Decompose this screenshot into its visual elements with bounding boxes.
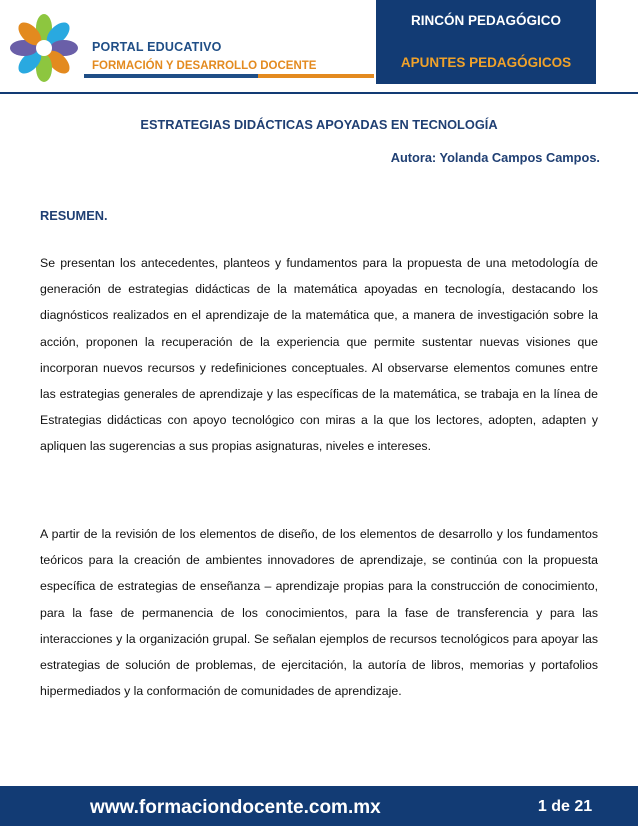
apuntes-pedagogicos-label: APUNTES PEDAGÓGICOS xyxy=(376,40,596,84)
portal-subtitle: FORMACIÓN Y DESARROLLO DOCENTE xyxy=(92,60,317,72)
rincon-pedagogico-label: RINCÓN PEDAGÓGICO xyxy=(376,0,596,40)
document-title: ESTRATEGIAS DIDÁCTICAS APOYADAS EN TECNOLOGÍA xyxy=(140,117,498,132)
paragraph-2: A partir de la revisión de los elementos de diseño, de los elementos de desarrollo y los fundamentos teóricos para la creación de ambientes innovadores de aprendizaje, se continúa con la propuesta específica de estrategias de enseñanza – aprendizaje propias para la construcción de conocimiento, para la fase de permanencia de los conocimientos, para la fase de transferencia y para las interacciones y la organización grupal. Se señalan ejemplos de recursos tecnológicos para apoyar las estrategias de solución de problemas, de ejercitación, la autoría de libros, memorias y portafolios hipermediados y la conformación de comunidades de aprendizaje. xyxy=(40,527,598,698)
paragraph-1: Se presentan los antecedentes, planteos y fundamentos para la propuesta de una metodología de generación de estrategias didácticas de la matemática apoyadas en tecnología, destacando los diagnósticos realizados en el aprendizaje de la matemática que, a manera de investigación sobre la acción, proponen la recuperación de la experiencia que permite sustentar nuevas visiones que incorporan nuevos recursos y redefiniciones conceptuales. Al observarse elementos comunes entre las estrategias generales de aprendizaje y las específicas de la matemática, se trabaja en la línea de Estrategias didácticas con apoyo tecnológico con miras a la que los lectores, adopten, adapten y apliquen las sugerencias a sus propias asignaturas, niveles e intereses. xyxy=(40,256,598,453)
page-number: 1 de 21 xyxy=(523,794,607,820)
header-band xyxy=(84,74,374,78)
flower-logo-icon xyxy=(8,12,80,84)
document-author: Autora: Yolanda Campos Campos. xyxy=(390,150,600,165)
page-header xyxy=(0,0,638,96)
portal-title: PORTAL EDUCATIVO xyxy=(92,40,222,54)
footer-website-link[interactable]: www.formaciondocente.com.mx xyxy=(90,797,381,818)
header-divider xyxy=(0,92,638,94)
section-heading-resumen: RESUMEN. xyxy=(40,208,108,223)
